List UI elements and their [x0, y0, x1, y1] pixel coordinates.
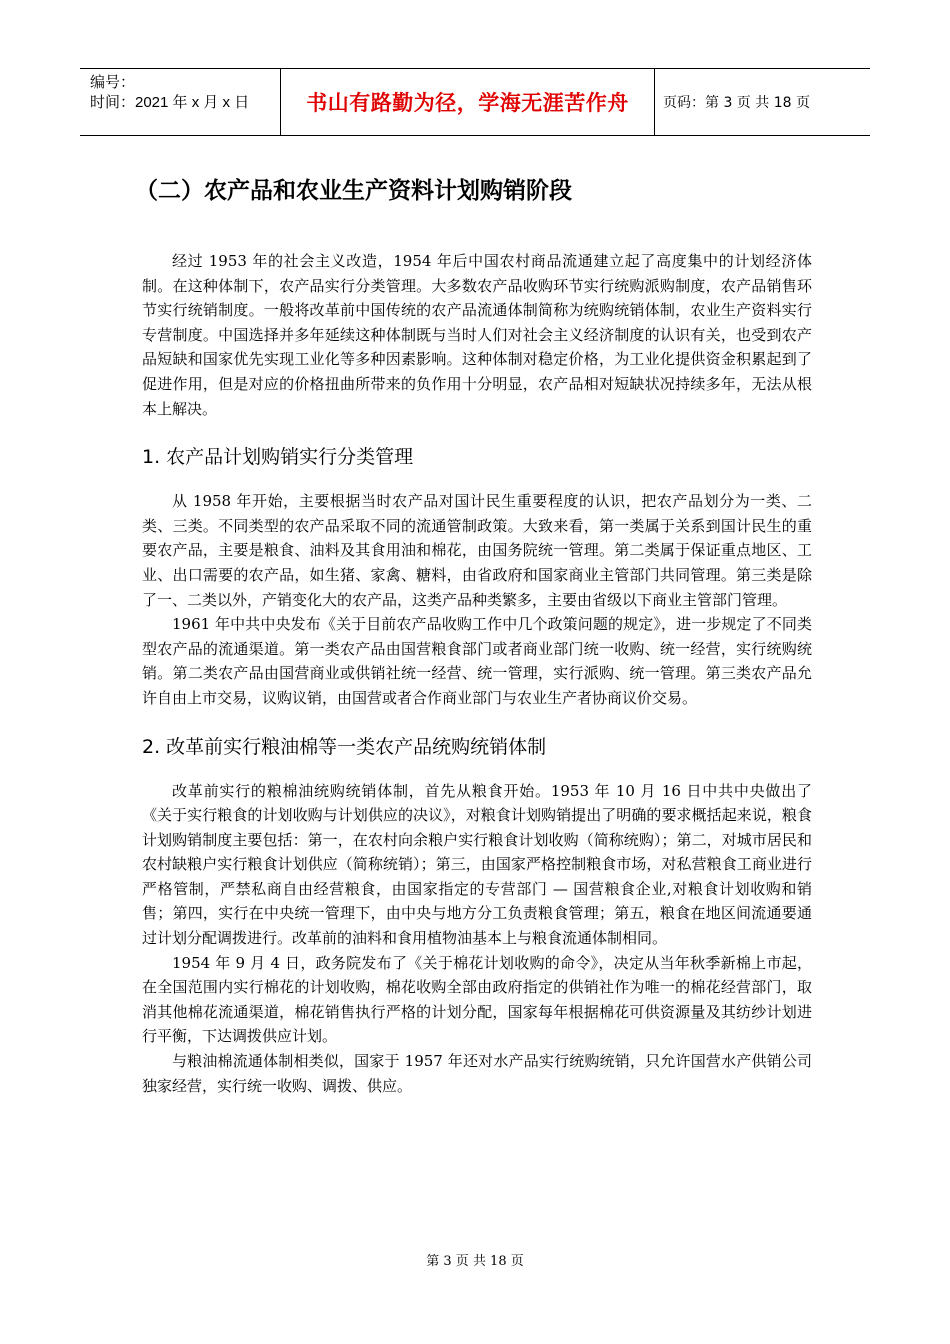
- subsection-2-paragraph-2: 1954 年 9 月 4 日，政务院发布了《关于棉花计划收购的命令》，决定从当年秋季新棉上市起，在全国范围内实行棉花的计划收购，棉花收购全部由政府指定的供销社作为唯一的棉花经营部门，取消其他棉花流通渠道，棉花销售执行严格的计划分配，国家每年根据棉花可供资源量及其纺纱计划进行平衡，下达调拨供应计划。: [142, 953, 812, 1046]
- page-header: [80, 68, 870, 136]
- header-page-code: [655, 69, 870, 135]
- section-title: （二）农产品和农业生产资料计划购销阶段: [135, 178, 572, 204]
- subsection-2-paragraph-1: 改革前实行的粮棉油统购统销体制，首先从粮食开始。1953 年 10 月 16 日中共中央做出了《关于实行粮食的计划收购与计划供应的决议》，对粮食计划购销提出了明确的要求概括起来说，粮食计划购销制度主要包括：第一，在农村向余粮户实行粮食计划收购（简称统购）；第二，对城市居民和农村缺粮户实行粮食计划供应（简称统销）；第三，由国家严格控制粮食市场，对私营粮食工商业进行严格管制，严禁私商自由经营粮食，由国家指定的专营部门 — 国营粮食企业,对粮食计划收购和销售；第四，实行在中央统一管理下，由中央与地方分工负责粮食管理；第五，粮食在地区间流通要通过计划分配调拨进行。改革前的油料和食用植物油基本上与粮食流通体制相同。: [142, 781, 812, 948]
- intro-paragraph: 经过 1953 年的社会主义改造，1954 年后中国农村商品流通建立起了高度集中的计划经济体制。在这种体制下，农产品实行分类管理。大多数农产品收购环节实行统购派购制度，农产品销售环节实行统销制度。一般将改革前中国传统的农产品流通体制简称为统购统销体制，农业生产资料实行专营制度。中国选择并多年延续这种体制既与当时人们对社会主义经济制度的认识有关，也受到农产品短缺和国家优先实现工业化等多种因素影响。这种体制对稳定价格，为工业化提供资金积累起到了促进作用，但是对应的价格扭曲所带来的负作用十分明显，农产品相对短缺状况持续多年，无法从根本上解决。: [142, 252, 812, 418]
- subsection-1-paragraph-2: 1961 年中共中央发布《关于目前农产品收购工作中几个政策问题的规定》，进一步规定了不同类型农产品的流通渠道。第一类农产品由国营粮食部门或者商业部门统一收购、统一经营，实行统购统销。第二类农产品由国营商业或供销社统一经营、统一管理，实行派购、统一管理。第三类农产品允许自由上市交易，议购议销，由国营或者合作商业部门与农业生产者协商议价交易。: [142, 615, 812, 707]
- header-motto: 书山有路勤为径，学海无涯苦作舟: [306, 91, 629, 115]
- document-date: 时间：2021 年 x 月 x 日: [90, 94, 250, 111]
- subsection-1-paragraph-1: 从 1958 年开始，主要根据当时农产品对国计民生重要程度的认识，把农产品划分为一类、二类、三类。不同类型的农产品采取不同的流通管制政策。大致来看，第一类属于关系到国计民生的重要农产品，主要是粮食、油料及其食用油和棉花，由国务院统一管理。第二类属于保证重点地区、工业、出口需要的农产品，如生猪、家禽、糖料，由省政府和国家商业主管部门共同管理。第三类是除了一、二类以外，产销变化大的农产品，这类产品种类繁多，主要由省级以下商业主管部门管理。: [142, 492, 812, 609]
- document-body: [135, 160, 812, 1098]
- subsection-title-1: 1. 农产品计划购销实行分类管理: [142, 446, 414, 469]
- header-meta: [80, 69, 280, 135]
- header-motto-cell: [280, 69, 655, 135]
- document-number-label: 编号：: [90, 74, 136, 91]
- page-code-text: 页码：第 3 页 共 18 页: [663, 95, 810, 111]
- subsection-title-2: 2. 改革前实行粮油棉等一类农产品统购统销体制: [142, 735, 547, 758]
- subsection-2-paragraph-3: 与粮油棉流通体制相类似，国家于 1957 年还对水产品实行统购统销，只允许国营水产供销公司独家经营，实行统一收购、调拨、供应。: [142, 1052, 812, 1095]
- page-footer: 第 3 页 共 18 页: [426, 1254, 524, 1269]
